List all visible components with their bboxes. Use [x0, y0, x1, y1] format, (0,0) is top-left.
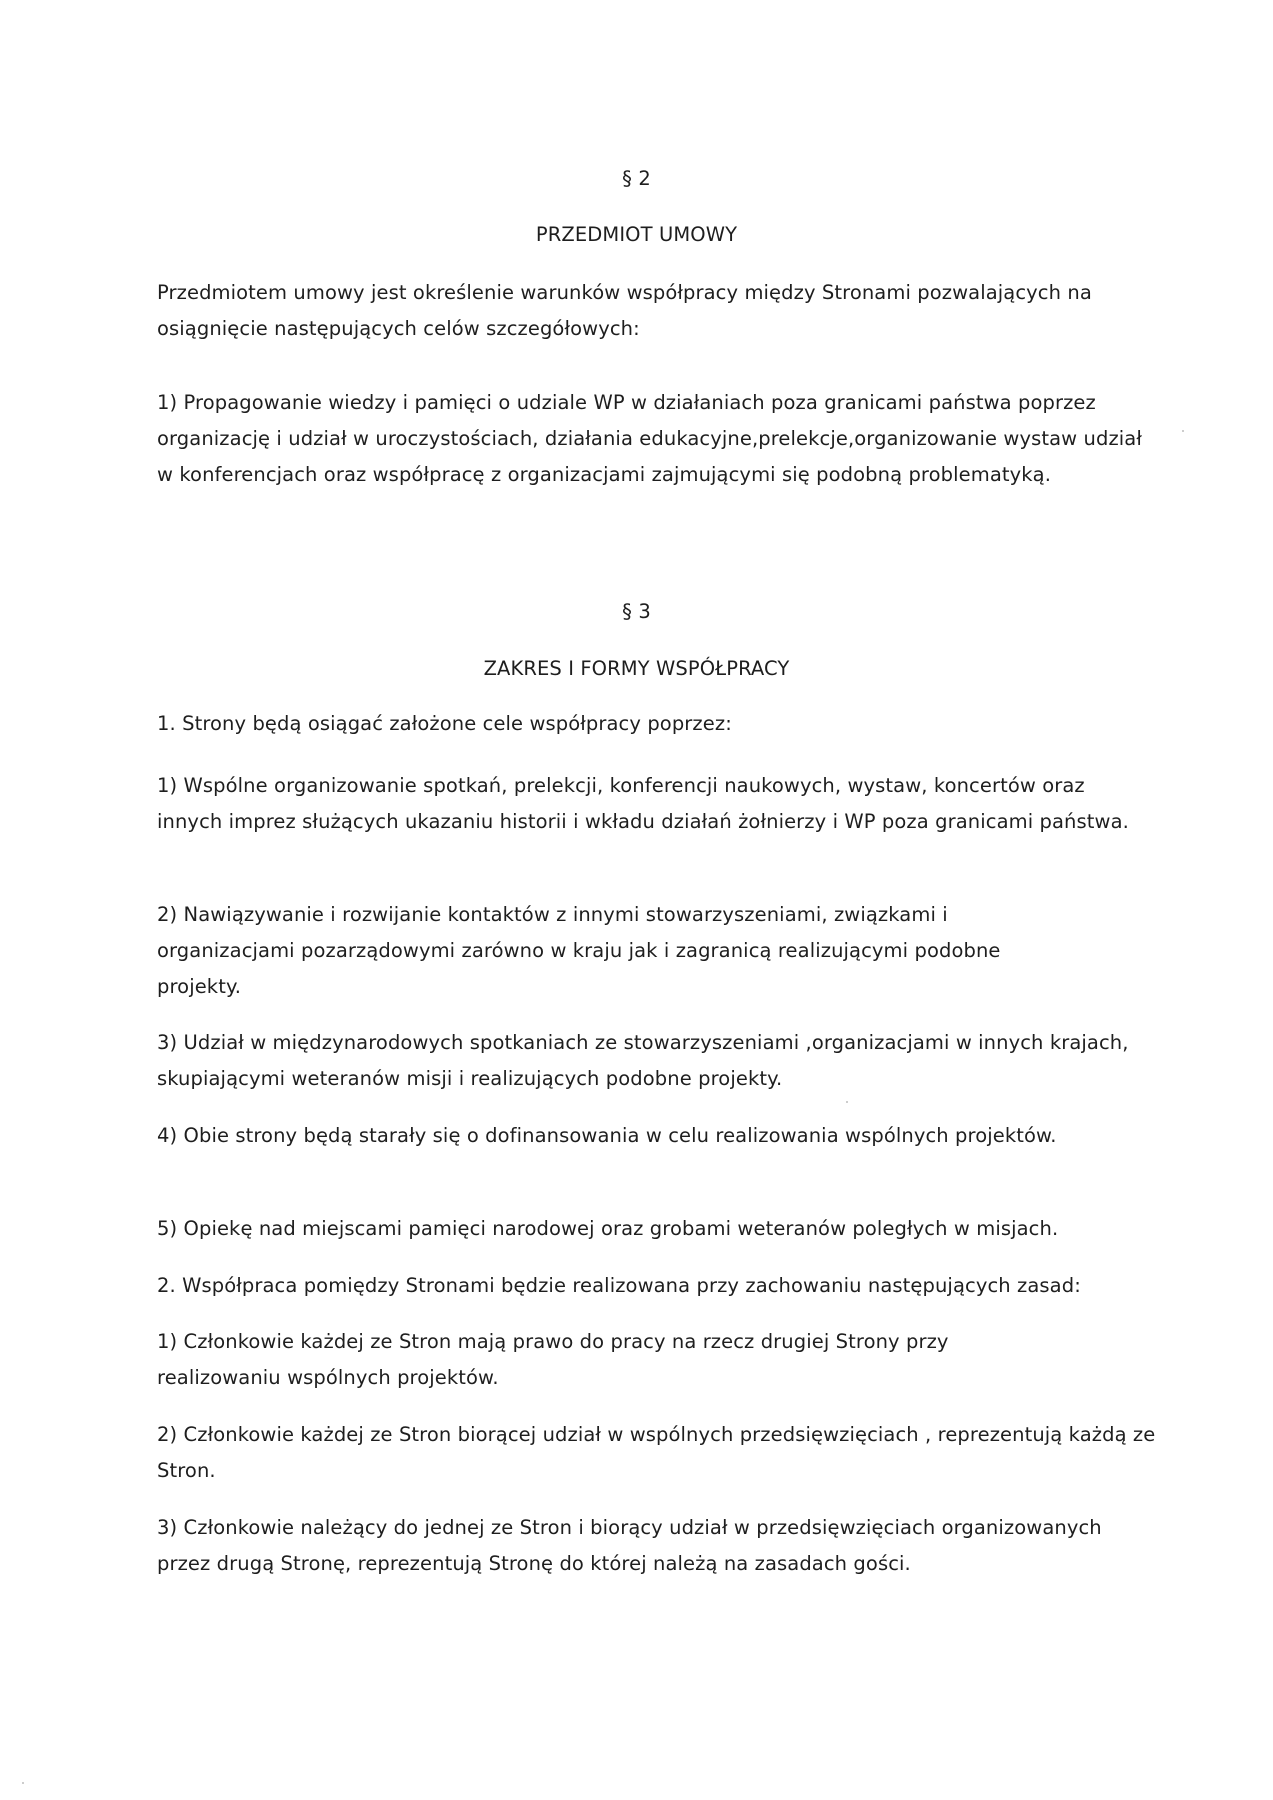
- point-2-heading: 2. Współpraca pomiędzy Stronami będzie realizowana przy zachowaniu następujących zasad:: [157, 1274, 1081, 1297]
- goal-item: 1) Propagowanie wiedzy i pamięci o udziale WP w działaniach poza granicami państwa poprzez organizację i udział w uroczystościach, działania edukacyjne,prelekcje,organizowanie wystaw udział w konferencjach oraz współpracę z organizacjami zajmującymi się podobną problematyką.: [157, 391, 1142, 486]
- point-1-item-1: 1) Wspólne organizowanie spotkań, prelekcji, konferencji naukowych, wystaw, koncertów oraz innych imprez służących ukazaniu historii i wkładu działań żołnierzy i WP poza granicami państwa.: [157, 774, 1129, 833]
- scan-speck: [846, 1101, 848, 1103]
- point-2-item-3: 3) Członkowie należący do jednej ze Stron i biorący udział w przedsięwzięciach organizowanych przez drugą Stronę, reprezentują Stronę do której należą na zasadach gości.: [157, 1516, 1102, 1575]
- point-1-item-4: 4) Obie strony będą starały się o dofinansowania w celu realizowania wspólnych projektów.: [157, 1124, 1057, 1147]
- section-2-number: § 2: [622, 167, 651, 190]
- scan-speck: [22, 1782, 24, 1784]
- point-2-item-1: 1) Członkowie każdej ze Stron mają prawo do pracy na rzecz drugiej Strony przy realizowaniu wspólnych projektów.: [157, 1330, 949, 1389]
- section-3-number: § 3: [622, 600, 651, 623]
- scan-speck: [1182, 430, 1184, 432]
- point-1-item-2: 2) Nawiązywanie i rozwijanie kontaktów z innymi stowarzyszeniami, związkami i organizacjami pozarządowymi zarówno w kraju jak i zagranicą realizującymi podobne projekty.: [157, 903, 1001, 998]
- section-2-title: PRZEDMIOT UMOWY: [535, 223, 738, 246]
- point-1-heading: 1. Strony będą osiągać założone cele współpracy poprzez:: [157, 712, 732, 735]
- point-1-item-5: 5) Opiekę nad miejscami pamięci narodowej oraz grobami weteranów poległych w misjach.: [157, 1217, 1059, 1240]
- section-2-intro: Przedmiotem umowy jest określenie warunków współpracy między Stronami pozwalających na osiągnięcie następujących celów szczegółowych:: [157, 281, 1092, 340]
- section-3-title: ZAKRES I FORMY WSPÓŁPRACY: [483, 657, 790, 680]
- point-1-item-3: 3) Udział w międzynarodowych spotkaniach ze stowarzyszeniami ,organizacjami w innych krajach, skupiającymi weteranów misji i realizujących podobne projekty.: [157, 1031, 1129, 1090]
- point-2-item-2: 2) Członkowie każdej ze Stron biorącej udział w wspólnych przedsięwzięciach , reprezentują każdą ze Stron.: [157, 1423, 1156, 1482]
